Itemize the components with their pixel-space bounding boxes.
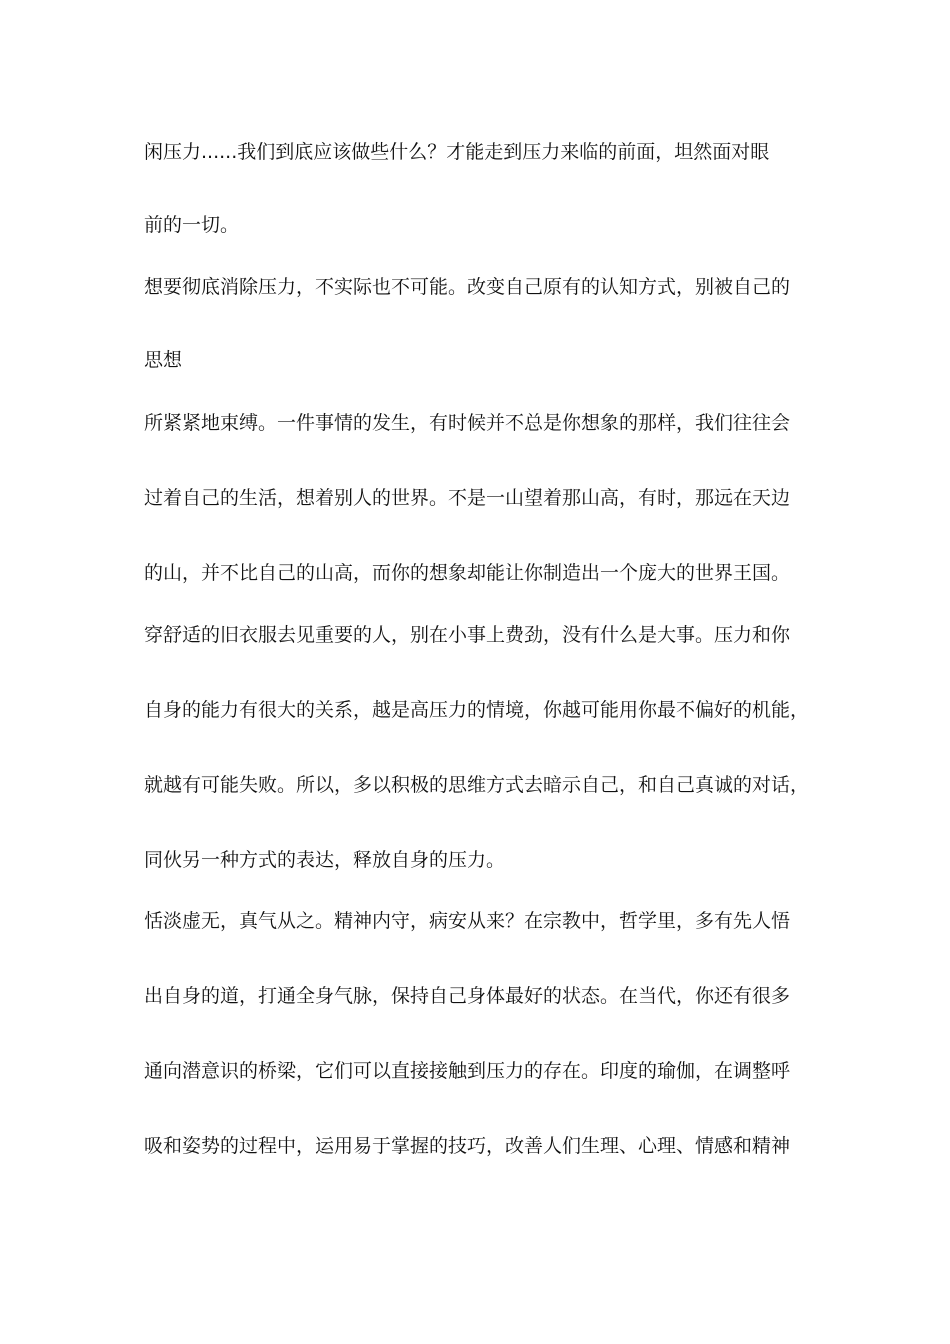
text-line: 所紧紧地束缚。一件事情的发生，有时候并不总是你想象的那样，我们往往会 (144, 412, 791, 434)
text-line: 前的一切。 (144, 214, 240, 236)
text-line: 穿舒适的旧衣服去见重要的人，别在小事上费劲，没有什么是大事。压力和你 (144, 624, 791, 646)
text-line: 自身的能力有很大的关系，越是高压力的情境，你越可能用你最不偏好的机能， (144, 699, 810, 721)
text-line: 的山，并不比自己的山高，而你的想象却能让你制造出一个庞大的世界王国。 (144, 562, 791, 584)
text-line: 过着自己的生活，想着别人的世界。不是一山望着那山高，有时，那远在天边 (144, 487, 791, 509)
text-line: 思想 (144, 349, 183, 371)
text-line: 想要彻底消除压力，不实际也不可能。改变自己原有的认知方式，别被自己的 (144, 276, 791, 298)
text-line: 闲压力......我们到底应该做些什么？才能走到压力来临的前面，坦然面对眼 (144, 141, 770, 163)
text-line: 出自身的道，打通全身气脉，保持自己身体最好的状态。在当代，你还有很多 (144, 985, 791, 1007)
text-line: 同伙另一种方式的表达，释放自身的压力。 (144, 849, 506, 871)
text-line: 就越有可能失败。所以，多以积极的思维方式去暗示自己，和自己真诚的对话， (144, 774, 810, 796)
text-line: 吸和姿势的过程中，运用易于掌握的技巧，改善人们生理、心理、情感和精神 (144, 1135, 791, 1157)
text-line: 恬淡虚无，真气从之。精神内守，病安从来？在宗教中，哲学里，多有先人悟 (144, 910, 791, 932)
text-line: 通向潜意识的桥梁，它们可以直接接触到压力的存在。印度的瑜伽，在调整呼 (144, 1060, 791, 1082)
